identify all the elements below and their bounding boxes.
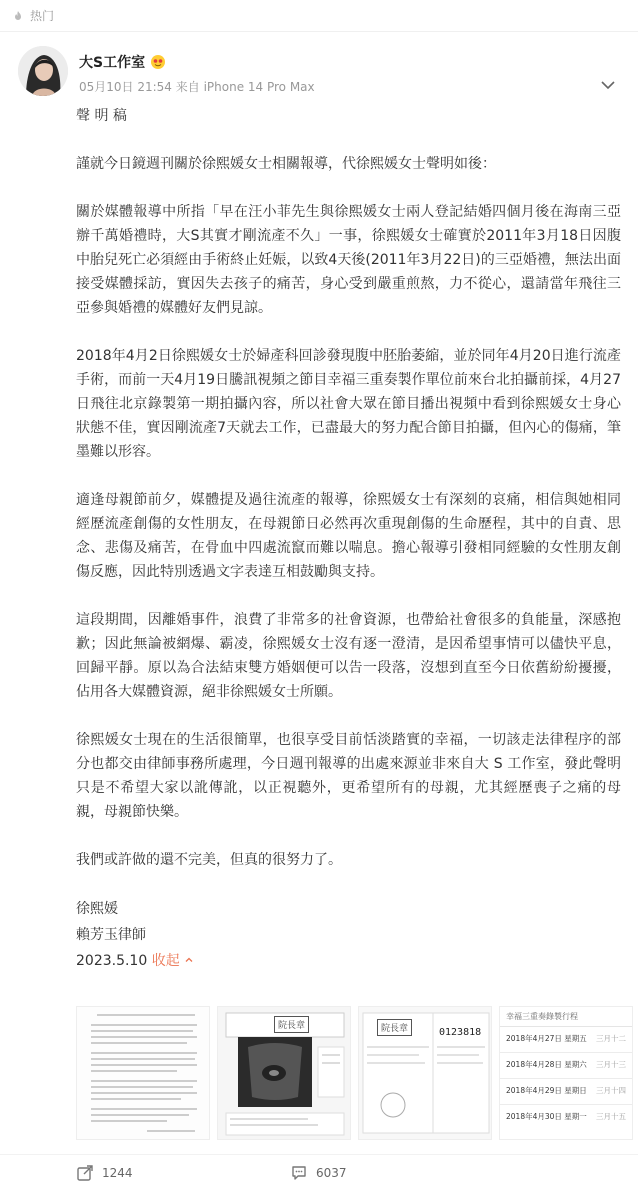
schedule-day: 三月十四 [596, 1086, 626, 1095]
statement-title: 聲 明 稿 [76, 108, 127, 124]
image-thumb-document[interactable] [76, 1006, 210, 1140]
schedule-row [500, 1105, 632, 1131]
signature-date: 2023.5.10 [76, 953, 148, 969]
fire-icon [12, 10, 24, 22]
author-name[interactable]: 大S工作室 [79, 55, 146, 71]
paragraph: 我們或許做的還不完美，但真的很努力了。 [76, 852, 342, 868]
schedule-row [500, 1079, 632, 1105]
chevron-down-icon[interactable] [600, 76, 616, 88]
signature-name: 徐熙媛 [76, 901, 118, 917]
schedule-row [500, 1053, 632, 1079]
emoji-badge-icon [150, 54, 166, 70]
schedule-date: 2018年4月30日 星期一 [506, 1112, 587, 1121]
collapse-arrow-icon[interactable] [184, 953, 194, 969]
paragraph: 適逢母親節前夕，媒體提及過往流產的報導，徐熙媛女士有深刻的哀痛，相信與她相同經歷流產創傷的女性朋友，在母親節日必然再次重現創傷的生命歷程，其中的自責、思念、悲傷及痛苦，在骨血中四處流竄而難以喘息。擔心報導引發相同經驗的女性朋友創傷反應，因此特別透過文字表達互相鼓勵與支持。 [76, 492, 621, 580]
schedule-date: 2018年4月28日 星期六 [506, 1060, 587, 1069]
paragraph: 關於媒體報導中所指「早在汪小菲先生與徐熙媛女士兩人登記結婚四個月後在海南三亞辦千萬婚禮時，大S其實才剛流產不久」一事，徐熙媛女士確實於2011年3月18日因腹中胎兒死亡必須經由手術終止妊娠，以致4天後(2011年3月22日)的三亞婚禮，無法出面接受媒體採訪，實因失去孩子的痛苦，身心受到嚴重煎熬，力不從心，還請當年飛往三亞參與婚禮的媒體好友們見諒。 [76, 204, 621, 316]
schedule-day: 三月十五 [596, 1112, 626, 1121]
repost-count: 1244 [102, 1165, 133, 1180]
paragraph: 2018年4月2日徐熙媛女士於婦產科回診發現腹中胚胎萎縮，並於同年4月20日進行流產手術，而前一天4月19日騰訊視頻之節目幸福三重奏製作單位前來台北拍攝前採，4月27日飛往北京錄製第一期拍攝內容，所以社會大眾在節目播出視頻中看到徐熙媛女士身心狀態不佳，實因剛流產7天就去工作，已盡最大的努力配合節目拍攝，但內心的傷痛，筆墨難以形容。 [76, 348, 621, 460]
repost-icon [76, 1164, 94, 1182]
action-bar [0, 1154, 638, 1190]
repost-button[interactable] [76, 1164, 133, 1182]
record-stamp: 院長章 [377, 1019, 412, 1036]
schedule-day: 三月十二 [596, 1034, 626, 1043]
paragraph: 謹就今日鏡週刊關於徐熙媛女士相關報導，代徐熙媛女士聲明如後： [76, 156, 496, 172]
signature-lawyer: 賴芳玉律師 [76, 927, 146, 943]
post-body [76, 104, 621, 974]
schedule-row [500, 1027, 632, 1053]
paragraph: 這段期間，因離婚事件，浪費了非常多的社會資源，也帶給社會很多的負能量，深感抱歉；因此無論被網爆、霸凌，徐熙媛女士沒有逐一澄清，是因希望事情可以儘快平息，回歸平靜。原以為合法結束雙方婚姻便可以告一段落，沒想到直至今日依舊紛紛擾擾，佔用各大媒體資源，絕非徐熙媛女士所願。 [76, 612, 621, 700]
collapse-link[interactable]: 收起 [151, 953, 180, 969]
paragraph: 徐熙媛女士現在的生活很簡單，也很享受目前恬淡踏實的幸福，一切該走法律程序的部分也都交由律師事務所處理，今日週刊報導的出處來源並非來自大 S 工作室，發此聲明只是不希望大家以訛傳訛，以正視聽外，更希望所有的母親，尤其經歷喪子之痛的母親，母親節快樂。 [76, 732, 621, 820]
hot-label[interactable]: 热门 [30, 9, 55, 23]
schedule-date: 2018年4月29日 星期日 [506, 1086, 587, 1095]
comment-button[interactable] [290, 1164, 347, 1182]
image-thumb-schedule[interactable] [499, 1006, 633, 1140]
schedule-title: 幸福三重奏錄製行程 [500, 1007, 632, 1027]
image-thumb-ultrasound[interactable] [217, 1006, 351, 1140]
record-number: 0123818 [439, 1027, 482, 1038]
avatar[interactable] [18, 46, 68, 96]
hospital-stamp: 院長章 [274, 1016, 309, 1033]
signature-date-row [76, 948, 621, 974]
post-header [0, 32, 638, 102]
comment-count: 6037 [316, 1165, 347, 1180]
comment-icon [290, 1164, 308, 1182]
schedule-date: 2018年4月27日 星期五 [506, 1034, 587, 1043]
image-gallery [76, 1006, 636, 1140]
image-thumb-record[interactable] [358, 1006, 492, 1140]
post-meta: 05月10日 21:54 来自 iPhone 14 Pro Max [79, 80, 315, 94]
schedule-day: 三月十三 [596, 1060, 626, 1069]
top-bar [0, 0, 638, 32]
